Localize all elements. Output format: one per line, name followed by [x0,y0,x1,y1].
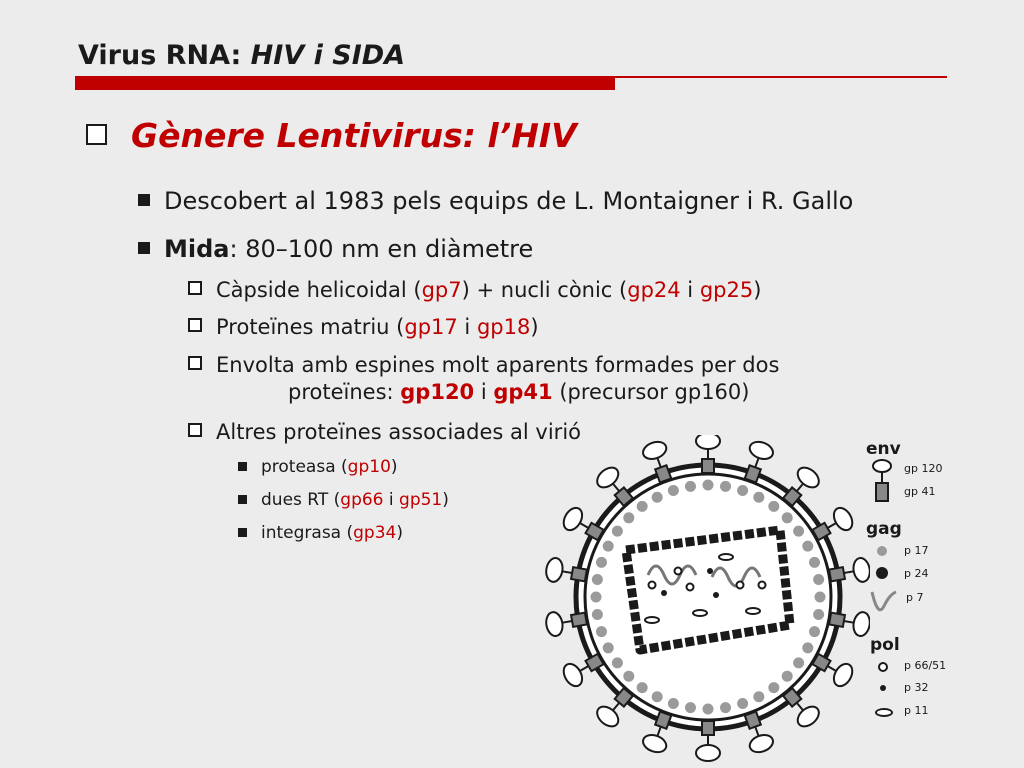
matrix-dot [623,671,634,682]
protein-gp120: gp120 [400,380,475,404]
protein-gp17: gp17 [404,315,458,339]
matrix-dot [703,704,714,715]
matrix-dot [809,626,820,637]
hollow-square-bullet-icon [86,124,107,145]
core-protein [759,582,766,589]
section-heading [86,116,577,155]
matrix-dot [685,481,696,492]
matrix-dot [612,526,623,537]
matrix-dot [703,480,714,491]
spike-icon [872,459,892,503]
protein-gp41: gp41 [493,380,553,404]
third-bullet-integrase: integrasa (gp34) [238,523,403,543]
hollow-square-bullet-icon [188,423,202,437]
core-protein [737,582,744,589]
bullet-discovery-text: Descobert al 1983 pels equips de L. Montaigner i R. Gallo [164,187,854,215]
matrix-dot [612,657,623,668]
matrix-dot [623,512,634,523]
matrix-dot [720,481,731,492]
matrix-dot [637,682,648,693]
protein-gp10: gp10 [347,457,391,477]
hollow-square-bullet-icon [188,356,202,370]
virion-group [544,435,870,761]
matrix-dot [782,512,793,523]
protein-gp34: gp34 [353,523,397,543]
core-protein [645,617,659,623]
legend-gp120: gp 120 [904,462,943,475]
core-protein [693,610,707,616]
matrix-dot [591,592,602,603]
legend-p11: p 11 [904,704,929,717]
capsid-dot-icon [876,567,888,579]
square-bullet-icon [138,194,150,206]
third-bullet-rt: dues RT (gp66 i gp51) [238,490,449,510]
matrix-dot [592,609,603,620]
square-bullet-icon [238,462,247,471]
heading-genus: Gènere Lentivirus: [131,116,476,155]
sub-bullet-other [188,420,581,444]
hiv-virion-diagram [540,435,870,765]
size-value: : 80–100 nm en diàmetre [229,235,534,263]
sub-bullet-envelope-line2: proteïnes: gp120 i gp41 (precursor gp160) [288,380,750,404]
core-protein [675,568,682,575]
nucleocapsid-wave-icon [869,587,899,617]
protein-legend [864,435,964,735]
matrix-dot [652,492,663,503]
matrix-dot [768,501,779,512]
legend-env-title: env [866,439,901,459]
bullet-size [138,235,533,263]
legend-gp41: gp 41 [904,485,936,498]
hollow-square-bullet-icon [188,281,202,295]
matrix-dot [802,541,813,552]
matrix-dot [753,492,764,503]
core-protein [649,582,656,589]
legend-p7: p 7 [906,591,924,604]
core-protein [719,554,733,560]
matrix-dot [603,541,614,552]
legend-p6651: p 66/51 [904,659,947,672]
matrix-dot [685,702,696,713]
protein-gp7: gp7 [421,278,462,302]
matrix-dot [668,698,679,709]
envelope-text-line1: Envolta amb espines molt aparents formades per dos [216,353,780,377]
matrix-dot [782,671,793,682]
protease-dot-icon [875,708,893,717]
matrix-dot-icon [877,546,887,556]
rt-dot-icon [878,662,888,672]
matrix-dot [596,557,607,568]
core-protein [687,584,694,591]
legend-p17: p 17 [904,544,929,557]
sub-bullet-capsid: Càpside helicoidal (gp7) + nucli cònic (gp24 i gp25) [188,278,761,302]
matrix-dot [596,626,607,637]
title-text: Virus RNA: [78,40,251,71]
heading-virus: l’HIV [475,116,577,155]
core-protein [661,590,667,596]
size-label: Mida [164,235,230,263]
matrix-dot [815,592,826,603]
title-rule-thick [75,78,615,90]
matrix-dot [652,691,663,702]
legend-pol-title: pol [870,635,900,655]
matrix-dot [809,557,820,568]
slide-title [78,40,405,71]
matrix-dot [813,574,824,585]
matrix-dot [793,526,804,537]
protein-gp51: gp51 [399,490,443,510]
outer-membrane [576,465,840,729]
core-protein [707,568,713,574]
matrix-dot [668,485,679,496]
bullet-discovery [138,187,853,215]
sub-bullet-matrix: Proteïnes matriu (gp17 i gp18) [188,315,539,339]
protein-gp24: gp24 [627,278,681,302]
legend-p32: p 32 [904,681,929,694]
matrix-dot [737,698,748,709]
matrix-dot [720,702,731,713]
matrix-dot [793,657,804,668]
matrix-dot [768,682,779,693]
matrix-dot [737,485,748,496]
matrix-dot [813,609,824,620]
matrix-dot [603,642,614,653]
matrix-dot [802,642,813,653]
hollow-square-bullet-icon [188,318,202,332]
protein-gp25: gp25 [699,278,754,302]
legend-p24: p 24 [904,567,929,580]
title-italic-text: HIV i SIDA [250,40,406,71]
protein-gp18: gp18 [476,315,531,339]
square-bullet-icon [238,528,247,537]
core-protein [713,592,719,598]
third-bullet-protease: proteasa (gp10) [238,457,398,477]
matrix-dot [637,501,648,512]
core-protein [746,608,760,614]
legend-gag-title: gag [866,519,902,539]
sub-bullet-envelope [188,353,779,377]
square-bullet-icon [138,242,150,254]
matrix-dot [753,691,764,702]
square-bullet-icon [238,495,247,504]
protein-gp66: gp66 [340,490,384,510]
other-proteins-text: Altres proteïnes associades al virió [216,420,581,444]
matrix-dot [592,574,603,585]
integrase-dot-icon [880,685,886,691]
